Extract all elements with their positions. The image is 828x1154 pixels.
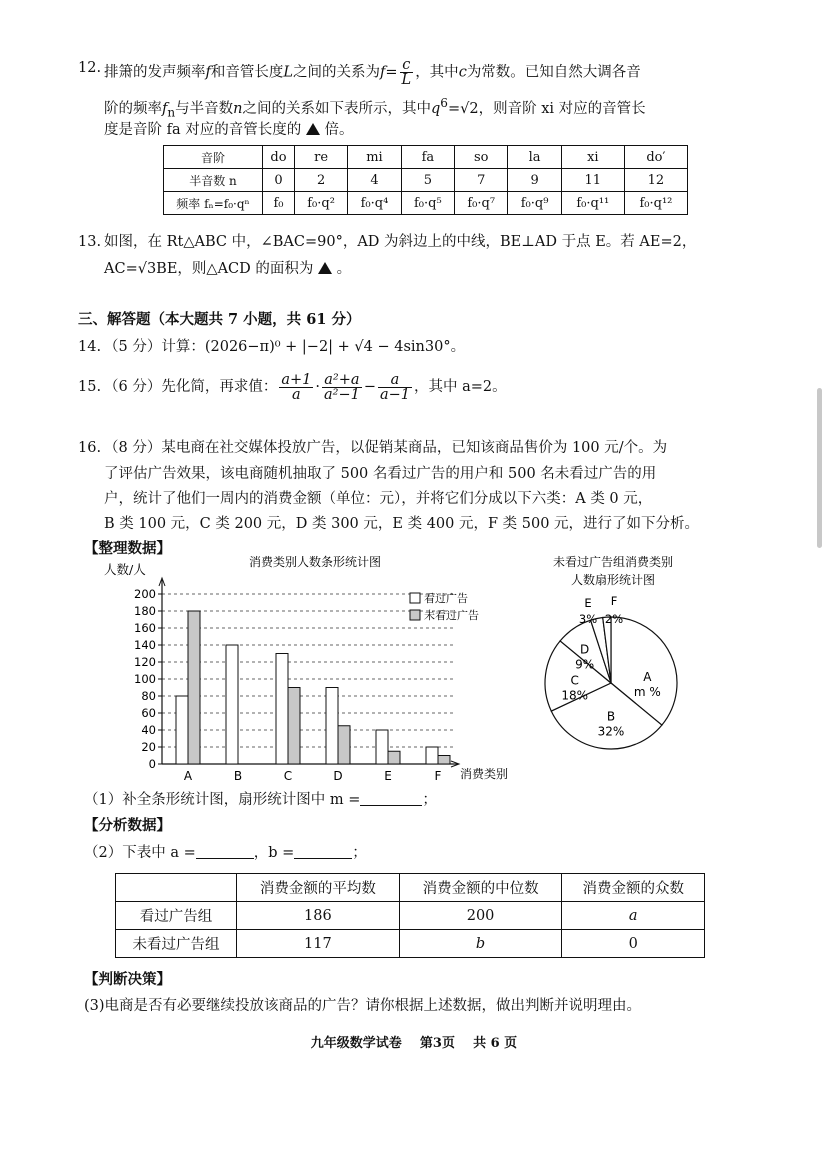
q16-part2 [84, 843, 367, 863]
bar-ytick-label: 140 [134, 638, 156, 652]
bar-ytick-label: 120 [134, 655, 156, 669]
q15-text: （6 分）先化简，再求值： [104, 379, 278, 395]
q12-cell-frequency: f₀·q¹² [624, 192, 687, 215]
organize-heading: 【整理数据】 [84, 540, 171, 557]
q12-row-header: 音阶 [164, 146, 263, 169]
q12-var: c [458, 64, 467, 81]
q12-text: 为常数。已知自然大调各音 [466, 64, 641, 81]
q12-text: 之间的关系如下表所示，其中 [242, 100, 431, 117]
answer-blank-b[interactable] [294, 858, 352, 859]
legend-swatch [410, 610, 420, 620]
q16-part3: (3)电商是否有必要继续投放该商品的广告？请你根据上述数据，做出判断并说明理由。 [84, 998, 642, 1014]
q12-cell-semitone: 12 [624, 169, 687, 192]
q12-line3 [104, 120, 353, 140]
bar-F-unseen [438, 756, 450, 765]
pie-chart [528, 548, 718, 768]
stats-header-cell [116, 874, 237, 902]
q16-line3: 户，统计了他们一周内的消费金额（单位：元），并将它们分成以下六类：A 类 0 元， [104, 491, 653, 507]
bar-B-seen [226, 645, 238, 764]
q12-var: n [233, 100, 243, 117]
stats-row [116, 930, 705, 958]
answer-blank-triangle-icon [318, 262, 332, 274]
q12-text: 和音管长度 [210, 64, 284, 81]
q12-table [163, 145, 688, 215]
pie-label-category: E [584, 596, 592, 610]
pie-label-category: F [610, 594, 618, 608]
bar-ytick-label: 80 [141, 689, 156, 703]
q12-cell-semitone: 0 [263, 169, 295, 192]
q12-text: 倍。 [324, 122, 354, 138]
bar-ytick-label: 40 [141, 723, 156, 737]
pie-chart-title-line1: 未看过广告组消费类别 [552, 555, 674, 569]
q12-cell-frequency: f₀ [263, 192, 295, 215]
footer-page: 第3页 [419, 1036, 455, 1051]
bar-E-seen [376, 730, 388, 764]
q13-text: AC=√3BE，则△ACD 的面积为 [104, 261, 314, 277]
q12-cell-frequency: f₀·q⁹ [508, 192, 561, 215]
q15-fraction-1 [279, 373, 313, 402]
stats-group-label: 看过广告组 [116, 902, 237, 930]
q13-text: 。 [336, 261, 352, 277]
bar-ytick-label: 180 [134, 604, 156, 618]
bar-ytick-label: 100 [134, 672, 156, 686]
stats-header-cell: 消费金额的中位数 [399, 874, 562, 902]
pie-label-percent: 2% [604, 612, 624, 626]
pie-label-percent: 18% [561, 688, 589, 703]
footer-total: 共 6 页 [473, 1036, 518, 1051]
bar-ytick-label: 60 [141, 706, 156, 720]
q16-number: 16. [78, 440, 102, 456]
q12-text: ，其中 [415, 64, 459, 81]
q12-fraction [400, 58, 414, 87]
q15-text: ，其中 a=2。 [414, 379, 507, 395]
q12-cell-semitone: 4 [348, 169, 401, 192]
q16-line1: （8 分）某电商在社交媒体投放广告，以促销某商品，已知该商品售价为 100 元/个。为 [104, 440, 668, 456]
q12-cell-semitone: 7 [455, 169, 508, 192]
stats-cell: 0 [562, 930, 705, 958]
q12-var: f [162, 100, 168, 117]
q12-text: 排箫的发声频率 [104, 64, 206, 81]
q12-cell-note: so [455, 146, 508, 169]
q14-text: （5 分）计算：(2026−π)⁰ + |−2| + √4 − 4sin30°。 [104, 339, 466, 355]
q12-cell-frequency: f₀·q² [294, 192, 347, 215]
q12-subscript: n [167, 105, 176, 120]
q12-cell-frequency: f₀·q⁵ [401, 192, 454, 215]
footer [0, 1032, 828, 1051]
bar-F-seen [426, 747, 438, 764]
q15-number: 15. [78, 379, 102, 395]
bar-category-label: B [233, 769, 243, 783]
q12-cell-frequency: f₀·q¹¹ [561, 192, 624, 215]
fraction-numerator: c [400, 58, 414, 73]
footer-subject: 九年级数学试卷 [310, 1036, 402, 1051]
legend-label: 未看过广告 [424, 609, 479, 622]
bar-ytick-label: 160 [134, 621, 156, 635]
q16-part1 [84, 790, 437, 810]
q12-text: ，则音阶 xi 对应的音管长 [478, 100, 646, 117]
q12-cell-note: mi [348, 146, 401, 169]
q12-line2 [104, 93, 646, 123]
bar-D-unseen [338, 726, 350, 764]
stats-cell: 117 [237, 930, 400, 958]
pie-label-percent: 9% [575, 657, 595, 672]
q15-line [104, 370, 507, 404]
section-heading: 三、解答题（本大题共 7 小题，共 61 分） [78, 311, 361, 328]
fraction-numerator: a+1 [281, 371, 312, 388]
q15-fraction-2 [322, 373, 362, 402]
q12-table-row [164, 192, 688, 215]
fraction-denominator: a²−1 [323, 386, 360, 403]
q12-var: f [205, 64, 211, 81]
q12-var: f [380, 64, 386, 81]
legend-swatch [410, 593, 420, 603]
fraction-denominator: L [401, 72, 412, 88]
decide-heading: 【判断决策】 [84, 971, 171, 988]
q12-table-row [164, 169, 688, 192]
q12-cell-semitone: 11 [561, 169, 624, 192]
q12-number: 12. [78, 60, 102, 76]
q12-row-header: 频率 fₙ=f₀·qⁿ [164, 192, 263, 215]
stats-header-cell: 消费金额的平均数 [237, 874, 400, 902]
q12-cell-semitone: 2 [294, 169, 347, 192]
pie-label-percent: 3% [578, 612, 598, 626]
bar-ytick-label: 0 [148, 757, 156, 771]
q12-row-header: 半音数 n [164, 169, 263, 192]
answer-blank-a[interactable] [196, 858, 254, 859]
q12-cell-frequency: f₀·q⁷ [455, 192, 508, 215]
fraction-denominator: a−1 [379, 386, 411, 403]
q14-number: 14. [78, 339, 102, 355]
answer-blank-m[interactable] [360, 805, 422, 806]
q16-line2: 了评估广告效果，该电商随机抽取了 500 名看过广告的用户和 500 名未看过广告的用 [104, 466, 657, 482]
bar-chart-title: 消费类别人数条形统计图 [248, 555, 382, 569]
stats-row [116, 902, 705, 930]
bar-category-label: F [434, 769, 442, 783]
fraction-denominator: a [292, 386, 301, 403]
q12-text: 与半音数 [175, 100, 234, 117]
q15-fraction-3 [378, 373, 412, 402]
pie-label-category: B [606, 709, 616, 724]
stats-cell: b [399, 930, 562, 958]
pie-label-percent: 32% [597, 724, 625, 739]
q12-text: 度是音阶 fa 对应的音管长度的 [104, 122, 302, 138]
q12-cell-semitone: 5 [401, 169, 454, 192]
bar-category-label: C [283, 769, 293, 783]
bar-ytick-label: 20 [141, 740, 156, 754]
analyze-heading: 【分析数据】 [84, 817, 171, 834]
stats-table [115, 873, 705, 958]
part2-text: （2）下表中 a = [84, 845, 196, 861]
bar-category-label: A [183, 769, 193, 783]
q12-cell-note: la [508, 146, 561, 169]
part2-text: ； [352, 845, 367, 861]
stats-cell: 186 [237, 902, 400, 930]
part1-text: （1）补全条形统计图，扇形统计图中 m = [84, 792, 361, 808]
answer-blank-triangle-icon [306, 123, 320, 135]
q15-operator: − [363, 379, 376, 395]
pie-chart-title-line2: 人数扇形统计图 [570, 573, 656, 587]
stats-group-label: 未看过广告组 [116, 930, 237, 958]
bar-A-unseen [188, 611, 200, 764]
q13-number: 13. [78, 234, 102, 250]
q12-var: q [431, 100, 441, 117]
q12-cell-note: xi [561, 146, 624, 169]
q12-cell-note: do′ [624, 146, 687, 169]
fraction-numerator: a [378, 373, 412, 388]
bar-D-seen [326, 688, 338, 765]
bar-chart-ylabel: 人数/人 [104, 562, 146, 577]
part1-end: ； [422, 792, 437, 808]
q12-table-row [164, 146, 688, 169]
bar-chart [100, 548, 540, 788]
q12-cell-note: fa [401, 146, 454, 169]
q12-line1 [104, 58, 641, 87]
bar-C-unseen [288, 688, 300, 765]
bar-chart-xlabel: 消费类别 [460, 767, 509, 781]
bar-category-label: D [333, 769, 343, 783]
q12-text: = [385, 64, 398, 81]
part2-text: ，b = [253, 845, 295, 861]
q12-superscript: 6 [440, 96, 448, 110]
q12-text: =√2 [447, 100, 479, 117]
legend-label: 看过广告 [424, 592, 468, 605]
bar-A-seen [176, 696, 188, 764]
pie-label-percent: m % [633, 685, 661, 699]
bar-ytick-label: 200 [134, 587, 156, 601]
q15-operator: · [315, 379, 320, 395]
pie-label-category: D [579, 642, 590, 657]
q12-text: 之间的关系为 [293, 64, 381, 81]
stats-header-row [116, 874, 705, 902]
scrollbar-thumb[interactable] [817, 388, 822, 548]
stats-header-cell: 消费金额的众数 [562, 874, 705, 902]
pie-label-category: C [570, 673, 579, 688]
stats-cell: 200 [399, 902, 562, 930]
q12-cell-note: re [294, 146, 347, 169]
pie-label-category: A [643, 670, 652, 684]
bar-category-label: E [384, 769, 392, 783]
bar-E-unseen [388, 751, 400, 764]
fraction-numerator: a²+a [322, 373, 362, 388]
q12-text: 阶的频率 [104, 100, 162, 117]
q13-line1: 如图，在 Rt△ABC 中，∠BAC=90°，AD 为斜边上的中线，BE⊥AD 于点 E。若 AE=2， [104, 234, 697, 250]
bar-C-seen [276, 654, 288, 765]
q12-var: L [283, 64, 294, 81]
q12-cell-semitone: 9 [508, 169, 561, 192]
q16-line4: B 类 100 元，C 类 200 元，D 类 300 元，E 类 400 元，F 类 500 元，进行了如下分析。 [104, 516, 700, 532]
q12-cell-note: do [263, 146, 295, 169]
q12-cell-frequency: f₀·q⁴ [348, 192, 401, 215]
q13-line2 [104, 259, 351, 279]
stats-cell: a [562, 902, 705, 930]
